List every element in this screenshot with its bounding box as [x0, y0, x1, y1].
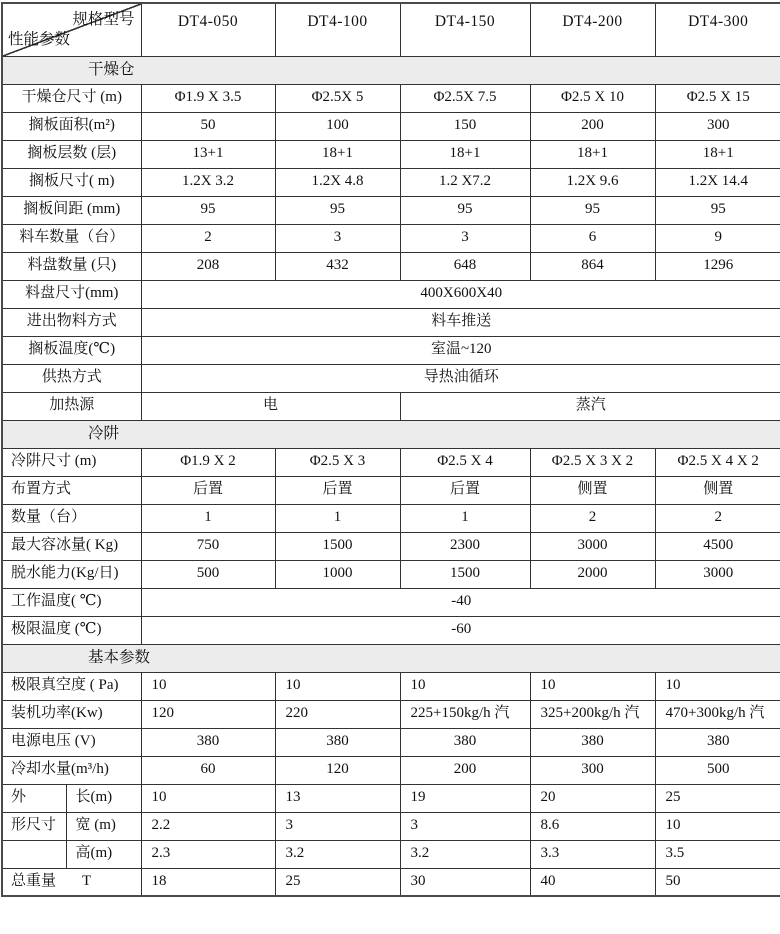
table-row — [2, 532, 780, 560]
cell: 6 — [530, 224, 655, 252]
cell: 1 — [400, 504, 530, 532]
cell: 1.2X 9.6 — [530, 168, 655, 196]
cell: 3.5 — [655, 840, 780, 868]
row-label: 冷却水量(m³/h) — [2, 756, 141, 784]
cell: Φ1.9 X 3.5 — [141, 84, 275, 112]
table-row — [2, 280, 780, 308]
table-row — [2, 224, 780, 252]
row-label: 搁板面积(m²) — [2, 112, 141, 140]
cell: Φ2.5 X 10 — [530, 84, 655, 112]
corner-top-label: 规格型号 — [72, 11, 135, 28]
cell: 18+1 — [275, 140, 400, 168]
cell: 380 — [400, 728, 530, 756]
row-label: 布置方式 — [2, 476, 141, 504]
cell: 300 — [530, 756, 655, 784]
cell: 100 — [275, 112, 400, 140]
cell: 2.3 — [141, 840, 275, 868]
cell: 13 — [275, 784, 400, 812]
cell: 150 — [400, 112, 530, 140]
cell: 料车推送 — [141, 308, 780, 336]
row-label — [2, 868, 141, 896]
cell: 后置 — [141, 476, 275, 504]
cell: 3.3 — [530, 840, 655, 868]
row-label: 搁板间距 (mm) — [2, 196, 141, 224]
cell: 3.2 — [275, 840, 400, 868]
cell: 200 — [530, 112, 655, 140]
cell: 95 — [400, 196, 530, 224]
table-row — [2, 84, 780, 112]
dim-group-label: 外 — [2, 784, 66, 812]
dim-sub-label: 长(m) — [66, 784, 141, 812]
table-row — [2, 728, 780, 756]
cell: 750 — [141, 532, 275, 560]
spec-sheet — [0, 2, 780, 897]
cell: 18+1 — [655, 140, 780, 168]
cell: 3 — [400, 224, 530, 252]
cell: Φ2.5 X 15 — [655, 84, 780, 112]
row-label: 料盘尺寸(mm) — [2, 280, 141, 308]
cell: 1.2X 4.8 — [275, 168, 400, 196]
cell: 1.2 X7.2 — [400, 168, 530, 196]
section-label: 基本参数 — [2, 644, 780, 672]
cell: 3 — [400, 812, 530, 840]
row-label: 搁板尺寸( m) — [2, 168, 141, 196]
cell: 4500 — [655, 532, 780, 560]
cell: 50 — [655, 868, 780, 896]
table-row — [2, 588, 780, 616]
cell: 60 — [141, 756, 275, 784]
cell: 1000 — [275, 560, 400, 588]
corner-cell — [2, 3, 141, 56]
cell: Φ2.5 X 4 — [400, 448, 530, 476]
table-row — [2, 448, 780, 476]
weight-label: 总重量 — [11, 873, 57, 890]
cell: 648 — [400, 252, 530, 280]
cell: 18+1 — [530, 140, 655, 168]
row-label: 电源电压 (V) — [2, 728, 141, 756]
model-header: DT4-300 — [655, 3, 780, 56]
row-label: 搁板温度(℃) — [2, 336, 141, 364]
table-row — [2, 364, 780, 392]
cell: 1500 — [275, 532, 400, 560]
table-row — [2, 476, 780, 504]
cell: 25 — [275, 868, 400, 896]
cell: 400X600X40 — [141, 280, 780, 308]
cell: 500 — [655, 756, 780, 784]
cell: 10 — [655, 812, 780, 840]
cell: 3000 — [655, 560, 780, 588]
table-row — [2, 784, 780, 812]
row-label: 加热源 — [2, 392, 141, 420]
cell: 95 — [530, 196, 655, 224]
cell: 300 — [655, 112, 780, 140]
cell: 864 — [530, 252, 655, 280]
cell: 导热油循环 — [141, 364, 780, 392]
cell: Φ2.5 X 3 — [275, 448, 400, 476]
cell: 10 — [530, 672, 655, 700]
row-label: 极限温度 (℃) — [2, 616, 141, 644]
cell: 500 — [141, 560, 275, 588]
model-header: DT4-150 — [400, 3, 530, 56]
cell: 380 — [141, 728, 275, 756]
cell: 30 — [400, 868, 530, 896]
cell: 120 — [275, 756, 400, 784]
table-row — [2, 308, 780, 336]
cell: 10 — [400, 672, 530, 700]
cell: 432 — [275, 252, 400, 280]
table-row — [2, 336, 780, 364]
cell: Φ2.5X 5 — [275, 84, 400, 112]
section-label: 干燥仓 — [2, 56, 780, 84]
section-row — [2, 56, 780, 84]
dim-group-label — [2, 840, 66, 868]
cell: 后置 — [400, 476, 530, 504]
table-row — [2, 196, 780, 224]
cell: 225+150kg/h 汽 — [400, 700, 530, 728]
table-row — [2, 868, 780, 896]
cell: Φ2.5 X 3 X 2 — [530, 448, 655, 476]
model-header: DT4-100 — [275, 3, 400, 56]
row-label: 料盘数量 (只) — [2, 252, 141, 280]
table-row — [2, 392, 780, 420]
cell: Φ2.5 X 4 X 2 — [655, 448, 780, 476]
row-label: 冷阱尺寸 (m) — [2, 448, 141, 476]
row-label: 数量（台） — [2, 504, 141, 532]
cell: Φ2.5X 7.5 — [400, 84, 530, 112]
cell: 1500 — [400, 560, 530, 588]
cell: 9 — [655, 224, 780, 252]
cell: 470+300kg/h 汽 — [655, 700, 780, 728]
cell: 2 — [530, 504, 655, 532]
cell: 10 — [141, 784, 275, 812]
spec-table — [1, 2, 780, 897]
cell: 10 — [655, 672, 780, 700]
table-row — [2, 112, 780, 140]
cell: 1 — [275, 504, 400, 532]
section-row — [2, 644, 780, 672]
cell: 20 — [530, 784, 655, 812]
cell: 1296 — [655, 252, 780, 280]
cell: 侧置 — [655, 476, 780, 504]
dim-sub-label: 宽 (m) — [66, 812, 141, 840]
cell: 95 — [655, 196, 780, 224]
cell: 208 — [141, 252, 275, 280]
cell: 95 — [275, 196, 400, 224]
cell: 25 — [655, 784, 780, 812]
cell: 1.2X 3.2 — [141, 168, 275, 196]
cell: 后置 — [275, 476, 400, 504]
cell: 13+1 — [141, 140, 275, 168]
cell: 40 — [530, 868, 655, 896]
cell: 380 — [530, 728, 655, 756]
section-row — [2, 420, 780, 448]
row-label: 极限真空度 ( Pa) — [2, 672, 141, 700]
cell: 380 — [655, 728, 780, 756]
table-row — [2, 560, 780, 588]
cell: 2 — [655, 504, 780, 532]
cell: 8.6 — [530, 812, 655, 840]
cell: 1.2X 14.4 — [655, 168, 780, 196]
dim-group-label: 形尺寸 — [2, 812, 66, 840]
cell: 3 — [275, 812, 400, 840]
header-row — [2, 3, 780, 56]
cell: Φ1.9 X 2 — [141, 448, 275, 476]
cell: 电 — [141, 392, 400, 420]
row-label: 最大容冰量( Kg) — [2, 532, 141, 560]
corner-bottom-label: 性能参数 — [8, 30, 71, 48]
cell: 120 — [141, 700, 275, 728]
model-header: DT4-050 — [141, 3, 275, 56]
cell: 室温~120 — [141, 336, 780, 364]
table-row — [2, 840, 780, 868]
row-label: 干燥仓尺寸 (m) — [2, 84, 141, 112]
cell: 19 — [400, 784, 530, 812]
cell: -40 — [141, 588, 780, 616]
table-row — [2, 756, 780, 784]
cell: 220 — [275, 700, 400, 728]
cell: 3.2 — [400, 840, 530, 868]
cell: 10 — [141, 672, 275, 700]
cell: 侧置 — [530, 476, 655, 504]
cell: 蒸汽 — [400, 392, 780, 420]
cell: 380 — [275, 728, 400, 756]
row-label: 供热方式 — [2, 364, 141, 392]
table-row — [2, 504, 780, 532]
table-row — [2, 616, 780, 644]
model-header: DT4-200 — [530, 3, 655, 56]
cell: 3000 — [530, 532, 655, 560]
weight-unit: T — [82, 873, 92, 890]
table-body — [2, 56, 780, 896]
cell: 2000 — [530, 560, 655, 588]
cell: 50 — [141, 112, 275, 140]
cell: 3 — [275, 224, 400, 252]
cell: 325+200kg/h 汽 — [530, 700, 655, 728]
row-label: 装机功率(Kw) — [2, 700, 141, 728]
cell: 18 — [141, 868, 275, 896]
table-row — [2, 700, 780, 728]
table-row — [2, 140, 780, 168]
cell: 18+1 — [400, 140, 530, 168]
row-label: 料车数量（台） — [2, 224, 141, 252]
table-row — [2, 252, 780, 280]
cell: 200 — [400, 756, 530, 784]
section-label: 冷阱 — [2, 420, 780, 448]
dim-sub-label: 高(m) — [66, 840, 141, 868]
row-label: 脱水能力(Kg/日) — [2, 560, 141, 588]
table-row — [2, 812, 780, 840]
table-row — [2, 672, 780, 700]
cell: 2.2 — [141, 812, 275, 840]
cell: 10 — [275, 672, 400, 700]
cell: 1 — [141, 504, 275, 532]
row-label: 工作温度( ℃) — [2, 588, 141, 616]
cell: 2300 — [400, 532, 530, 560]
row-label: 搁板层数 (层) — [2, 140, 141, 168]
table-head — [2, 3, 780, 56]
cell: -60 — [141, 616, 780, 644]
cell: 95 — [141, 196, 275, 224]
row-label: 进出物料方式 — [2, 308, 141, 336]
cell: 2 — [141, 224, 275, 252]
table-row — [2, 168, 780, 196]
